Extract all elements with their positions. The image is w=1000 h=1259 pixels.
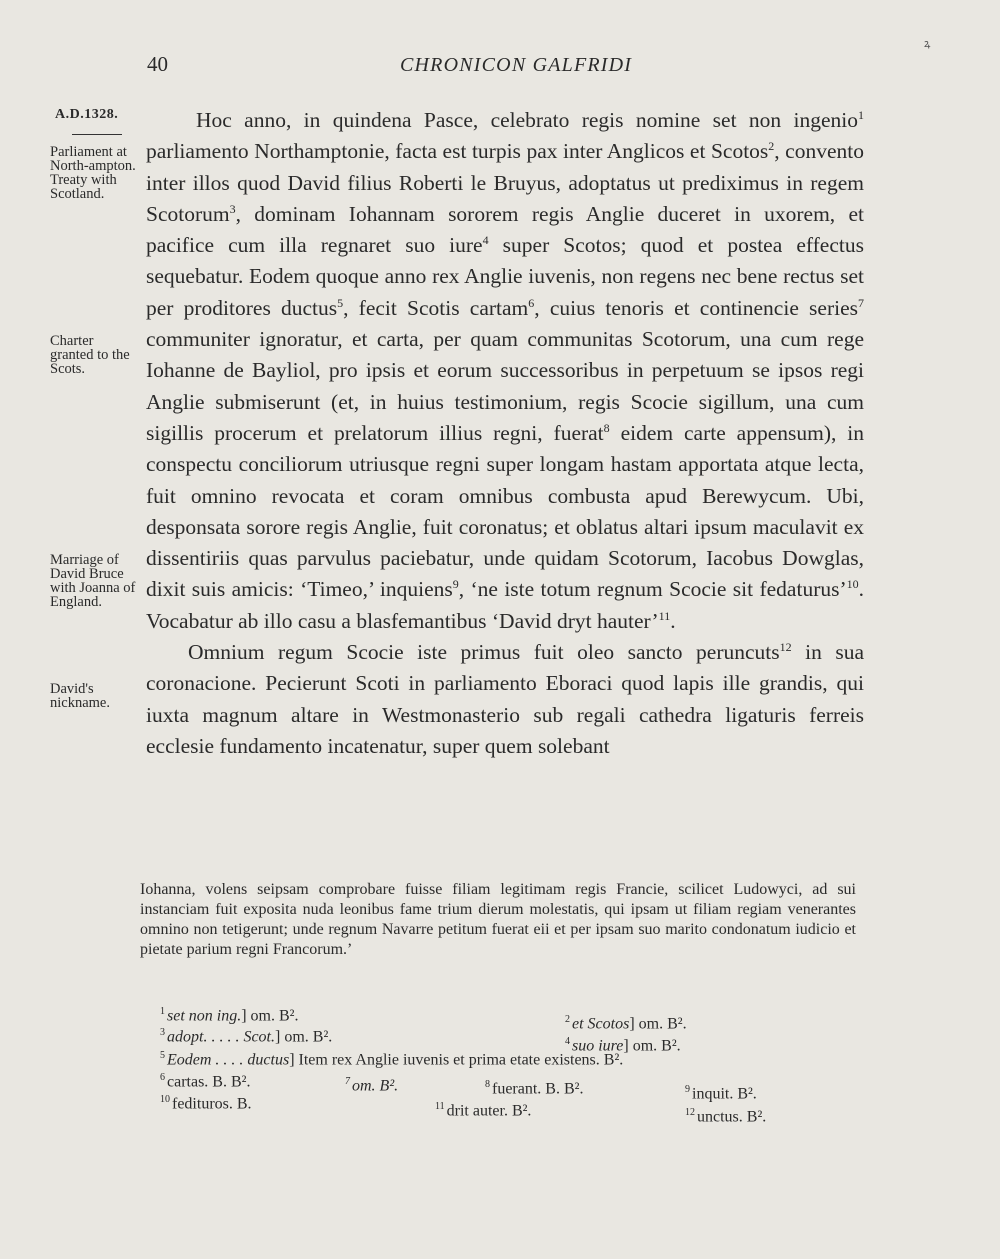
corner-mark: ꝝ [924, 38, 931, 50]
margin-year: A.D.1328. [55, 107, 119, 122]
footnote-12: $^{12}$ unctus. B². [685, 1107, 767, 1126]
running-head: CHRONICON GALFRIDI [400, 54, 633, 76]
paragraph-1: Hoc anno, in quindena Pasce, celebrato regis nomine set non ingenio$^1$ parliamento Northamptonie, facta est turpis pax inter Anglicos et Scotos$^2$, convento inter illos quod David filius Roberti le Bruyus, adoptatus ut prediximus in regem Scotorum$^3$, dominam Iohannam sororem regis Anglie duceret in uxorem, et pacifice cum illa regnaret suo iure$^4$ super Scotos; quod et postea effectus sequebatur. Eodem quoque anno rex Anglie iuvenis, non regens nec bene rectus set per proditores ductus$^5$, fecit Scotis cartam$^6$, cuius tenoris et continencie series$^7$ communiter ignoratur, et carta, per quam communitas Scotorum, una cum rege Iohanne de Bayliol, pro ipsis et eorum successoribus in perpetuum se ipsos regi Anglie submiserunt (et, in huius testimonium, regis Scocie sigillum, una cum sigillis procerum et prelatorum illius regni, fuerat$^8$ eidem carte appensum), in conspectu conciliorum utriusque regni super longam hastam apportata atque lecta, fuit omnino revocata et coram omnibus combusta apud Berewycum. Ubi, desponsata sorore regis Anglie, fuit coronatus; et oblatus altari ipsum maculavit ex dissentiriis quas parvulus paciebatur, unde quidam Scotorum, Iacobus Dowglas, dixit suis amicis: ‘Timeo,’ inquiens$^9$, ‘ne iste totum regnum Scocie sit fedaturus’$^{10}$. Vocabatur ab illo casu a blasfemantibus ‘David dryt hauter’$^{11}$. [146, 107, 865, 633]
footnote-8: $^8$ fuerant. B. B². [485, 1079, 584, 1098]
footnote-10: $^{10}$ fedituros. B. [160, 1094, 252, 1113]
footnote-2: $^2$ et Scotos] om. B². [565, 1014, 687, 1033]
footnote-6: $^6$ cartas. B. B². [160, 1072, 251, 1091]
margin-note-marriage: Marriage of David Bruce with Joanna of England. [50, 552, 136, 610]
margin-note-charter: Charter granted to the Scots. [50, 333, 130, 377]
footnote-9: $^9$ inquit. B². [685, 1084, 757, 1103]
continued-footnote: Iohanna, volens seipsam comprobare fuisse filiam legitimam regis Francie, scilicet Ludowyci, ad sui instanciam fuit exposita nuda leonibus fame trium dierum molestatis, qui ipsam ut filiam regiam venerantes omnino non tetigerunt; unde regnum Navarre petitum fuerat eii et per ipsam suo marito condonatum iudicio et pietate parium regni Francorum.’ [140, 881, 856, 958]
margin-note-nickname: David's nickname. [50, 681, 110, 711]
footnote-7: $^7$ om. B². [345, 1076, 399, 1095]
margin-rule [72, 134, 122, 135]
margin-note-parliament: Parliament at North-ampton. Treaty with Scotland. [50, 144, 136, 202]
footnote-4: $^4$ suo iure] om. B². [565, 1036, 681, 1055]
footnote-5: $^5$ Eodem . . . . ductus] Item rex Anglie iuvenis et prima etate existens. B². [160, 1050, 624, 1069]
main-text [146, 105, 864, 762]
page-number: 40 [147, 52, 168, 76]
paragraph-2: Omnium regum Scocie iste primus fuit oleo sancto peruncuts$^{12}$ in sua coronacione. Pecierunt Scoti in parliamento Eboraci quod lapis ille grandis, qui iuxta magnum altare in Westmonasterio sub regali cathedra ligaturis ferreis ecclesie fundamento incatenatur, super quem solebant [146, 639, 864, 758]
footnote-11: $^{11}$ drit auter. B². [435, 1101, 532, 1120]
footnote-1: $^1$ set non ing.] om. B². [160, 1006, 299, 1025]
footnote-3: $^3$ adopt. . . . . Scot.] om. B². [160, 1027, 333, 1046]
